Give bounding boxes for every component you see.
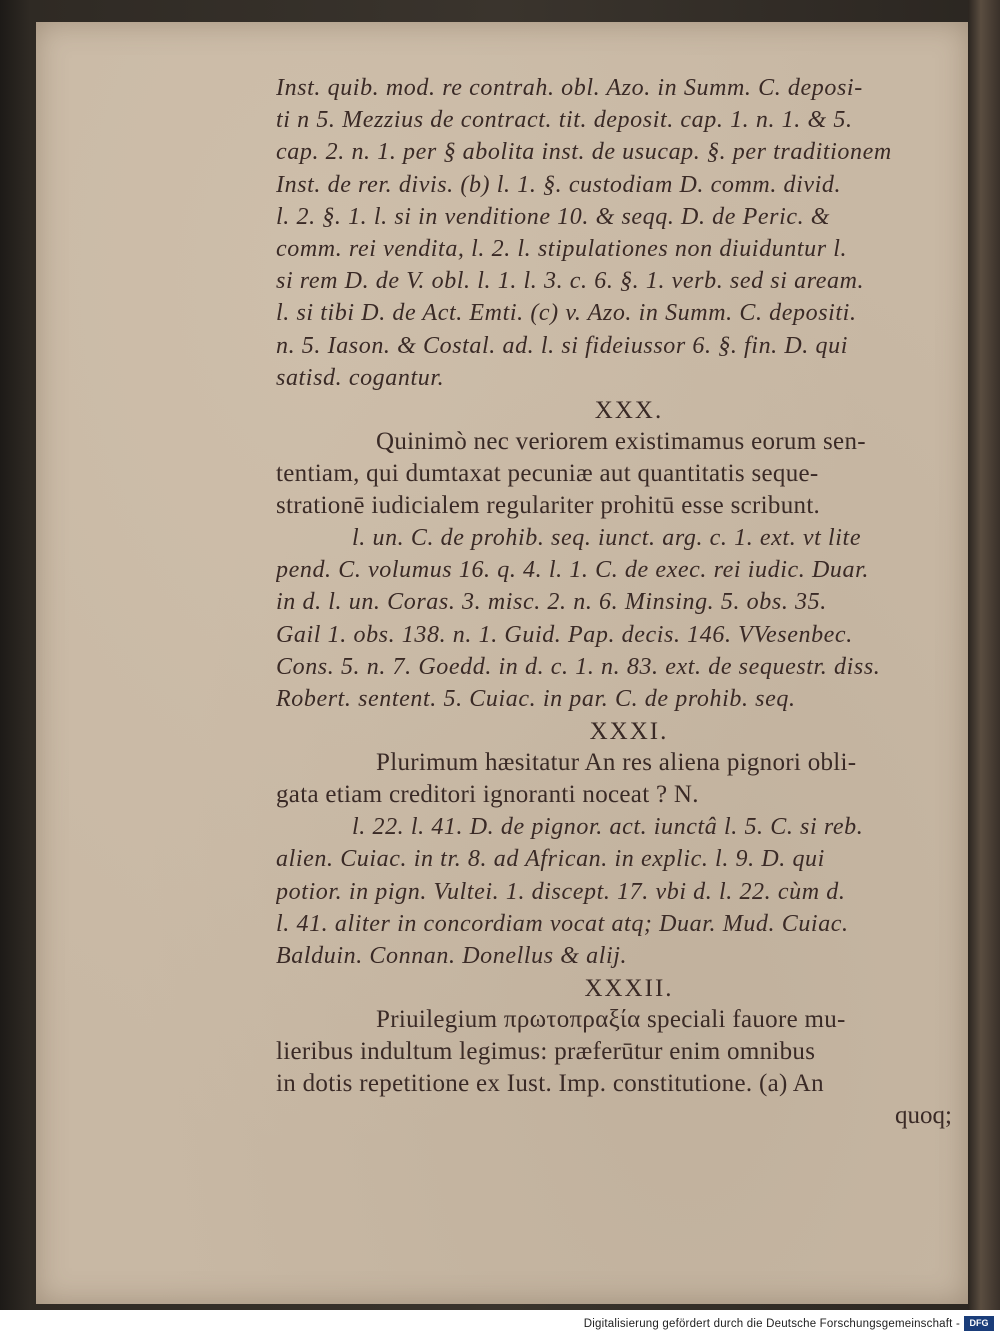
dfg-logo-icon: DFG [964,1316,994,1331]
text-line: n. 5. Iason. & Costal. ad. l. si fideiussor 6. §. fin. D. qui [276,332,848,359]
citation-line: Gail 1. obs. 138. n. 1. Guid. Pap. decis. 146. VVesenbec. [276,621,853,648]
text-line: si rem D. de V. obl. l. 1. l. 3. c. 6. §. 1. verb. sed si aream. [276,268,865,295]
section-heading: XXXI. [589,718,669,746]
citation-line: Robert. sentent. 5. Cuiac. in par. C. de prohib. seq. [276,686,796,713]
citation-line: alien. Cuiac. in tr. 8. ad African. in explic. l. 9. D. qui [276,846,825,873]
thesis-line: lieribus indultum legimus: præferūtur enim omnibus [276,1038,816,1066]
thesis-line: Quinimò nec veriorem existimamus eorum sen- [376,428,866,456]
text-line: l. si tibi D. de Act. Emti. (c) v. Azo. in Summ. C. depositi. [276,300,857,327]
text-line: satisd. cogantur. [276,364,445,391]
section-xxx [276,396,952,715]
citation-line: in d. l. un. Coras. 3. misc. 2. n. 6. Minsing. 5. obs. 35. [276,589,827,616]
citation-line: Cons. 5. n. 7. Goedd. in d. c. 1. n. 83. ext. de sequestr. diss. [276,653,881,680]
text-line: cap. 2. n. 1. per § abolita inst. de usucap. §. per traditionem [276,139,892,166]
section-xxxii [276,974,952,1132]
book-edge [968,0,1000,1310]
thesis-line: in dotis repetitione ex Iust. Imp. constitutione. (a) An [276,1070,824,1098]
funding-credit: Digitalisierung gefördert durch die Deutsche Forschungsgemeinschaft - [583,1318,960,1330]
thesis-line: gata etiam creditori ignoranti noceat ? N. [276,781,699,809]
citation-line: l. 41. aliter in concordiam vocat atq; Duar. Mud. Cuiac. [276,910,849,937]
footnote-block [276,72,952,394]
thesis-line: Priuilegium πρωτοπραξία speciali fauore mu- [376,1006,846,1034]
thesis-line: strationē iudicialem regulariter prohitū esse scribunt. [276,492,821,520]
citation-line: l. 22. l. 41. D. de pignor. act. iunctâ l. 5. C. si reb. [352,814,864,841]
text-line: Inst. de rer. divis. (b) l. 1. §. custodiam D. comm. divid. [276,171,842,198]
page-text [276,72,952,1132]
section-xxxi [276,717,952,972]
thesis-line: Plurimum hæsitatur An res aliena pignori obli- [376,749,857,777]
catchword: quoq; [895,1102,952,1130]
citation-line: Balduin. Connan. Donellus & alij. [276,943,628,970]
section-heading: XXXII. [584,975,674,1003]
text-line: l. 2. §. 1. l. si in venditione 10. & seqq. D. de Peric. & [276,203,831,230]
citation-line: pend. C. volumus 16. q. 4. l. 1. C. de exec. rei iudic. Duar. [276,557,869,584]
citation-line: l. un. C. de prohib. seq. iunct. arg. c. 1. ext. vt lite [352,525,862,552]
thesis-line: tentiam, qui dumtaxat pecuniæ aut quantitatis seque- [276,460,819,488]
text-line: ti n 5. Mezzius de contract. tit. deposit. cap. 1. n. 1. & 5. [276,107,853,134]
digitization-footer [0,1310,1000,1337]
section-heading: XXX. [594,397,664,425]
text-line: comm. rei vendita, l. 2. l. stipulationes non diuiduntur l. [276,236,848,263]
text-line: Inst. quib. mod. re contrah. obl. Azo. in Summ. C. deposi- [276,75,863,101]
citation-line: potior. in pign. Vultei. 1. discept. 17. vbi d. l. 22. cùm d. [276,878,846,905]
